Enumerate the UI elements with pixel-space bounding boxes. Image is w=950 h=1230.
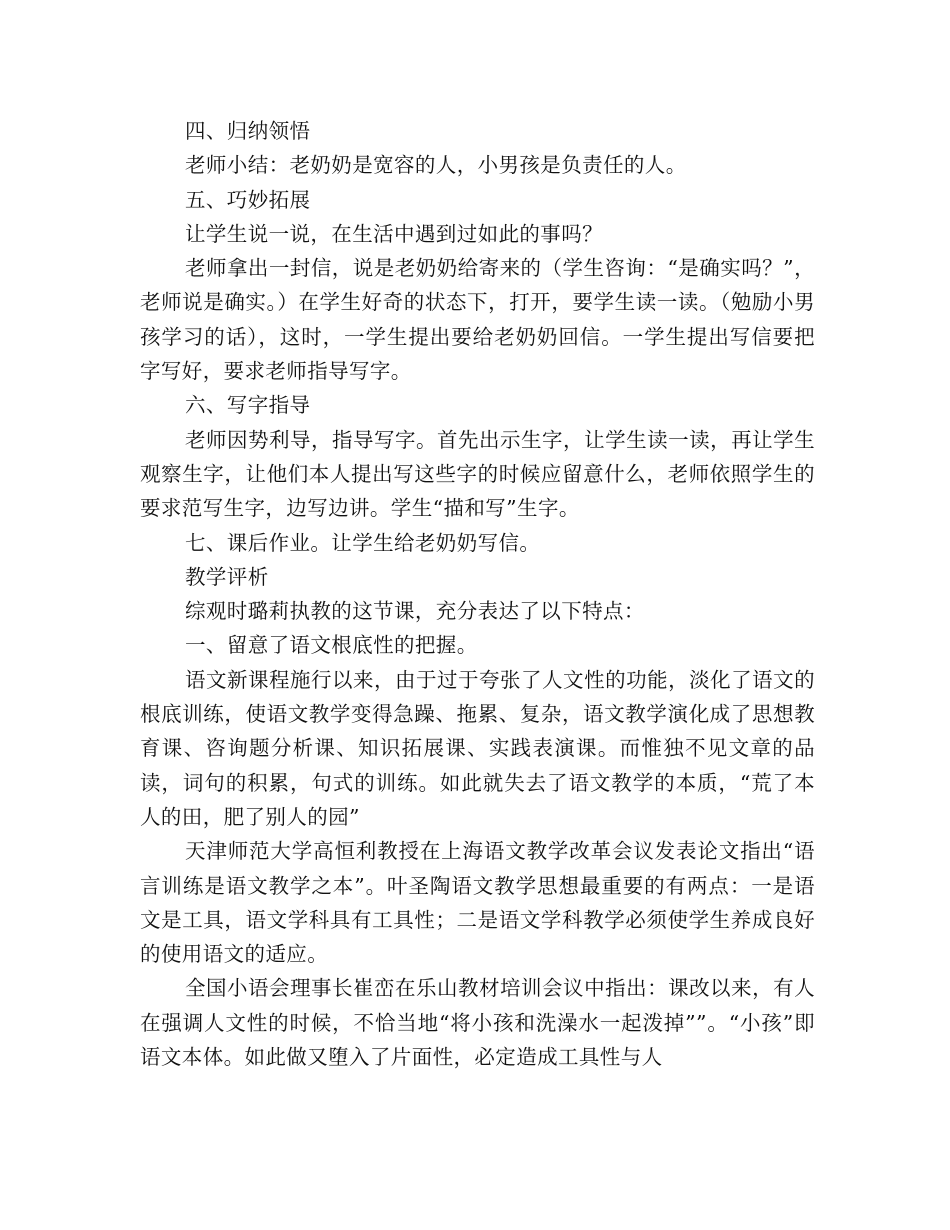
paragraph-new-curriculum: 语文新课程施行以来，由于过于夸张了人文性的功能，淡化了语文的根底训练，使语文教学变得急躁、拖累、复杂，语文教学演化成了思想教育课、咨询题分析课、知识拓展课、实践表演课。而惟独不见文章的品读，词句的积累，句式的训练。如此就失去了语文教学的本质，“荒了本人的田，肥了别人的园” <box>140 667 815 829</box>
paragraph-students-discuss: 让学生说一说，在生活中遇到过如此的事吗？ <box>185 221 603 246</box>
paragraph-teacher-summary: 老师小结：老奶奶是宽容的人，小男孩是负责任的人。 <box>185 153 687 178</box>
heading-point-1: 一、留意了语文根底性的把握。 <box>185 633 478 658</box>
paragraph-overview: 综观时璐莉执教的这节课，充分表达了以下特点： <box>185 599 645 624</box>
paragraph-letter: 老师拿出一封信，说是老奶奶给寄来的（学生咨询：“是确实吗？”，老师说是确实。）在学生好奇的状态下，打开，要学生读一读。（勉励小男孩学习的话），这时，一学生提出要给老奶奶回信。一学生提出写信要把字写好，要求老师指导写字。 <box>140 256 815 384</box>
heading-4-induction: 四、归纳领悟 <box>185 119 311 143</box>
heading-6-writing-guidance: 六、写字指导 <box>185 393 311 418</box>
heading-teaching-analysis: 教学评析 <box>185 564 269 589</box>
paragraph-writing-guidance: 老师因势利导，指导写字。首先出示生字，让学生读一读，再让学生观察生字，让他们本人提出写这些字的时候应留意什么，老师依照学生的要求范写生字，边写边讲。学生“描和写”生字。 <box>140 427 815 521</box>
paragraph-national-association: 全国小语会理事长崔峦在乐山教材培训会议中指出：课改以来，有人在强调人文性的时候，不恰当地“将小孩和洗澡水一起泼掉””。“小孩”即语文本体。如此做又堕入了片面性，必定造成工具性与人 <box>140 976 815 1070</box>
document-body <box>140 114 815 1074</box>
heading-5-extension: 五、巧妙拓展 <box>185 187 311 212</box>
paragraph-tianjin-professor: 天津师范大学高恒利教授在上海语文教学改革会议发表论文指出“语言训练是语文教学之本”。叶圣陶语文教学思想最重要的有两点：一是语文是工具，语文学科具有工具性；二是语文学科教学必须使学生养成良好的使用语文的适应。 <box>140 839 815 967</box>
heading-7-homework: 七、课后作业。让学生给老奶奶写信。 <box>185 530 541 555</box>
